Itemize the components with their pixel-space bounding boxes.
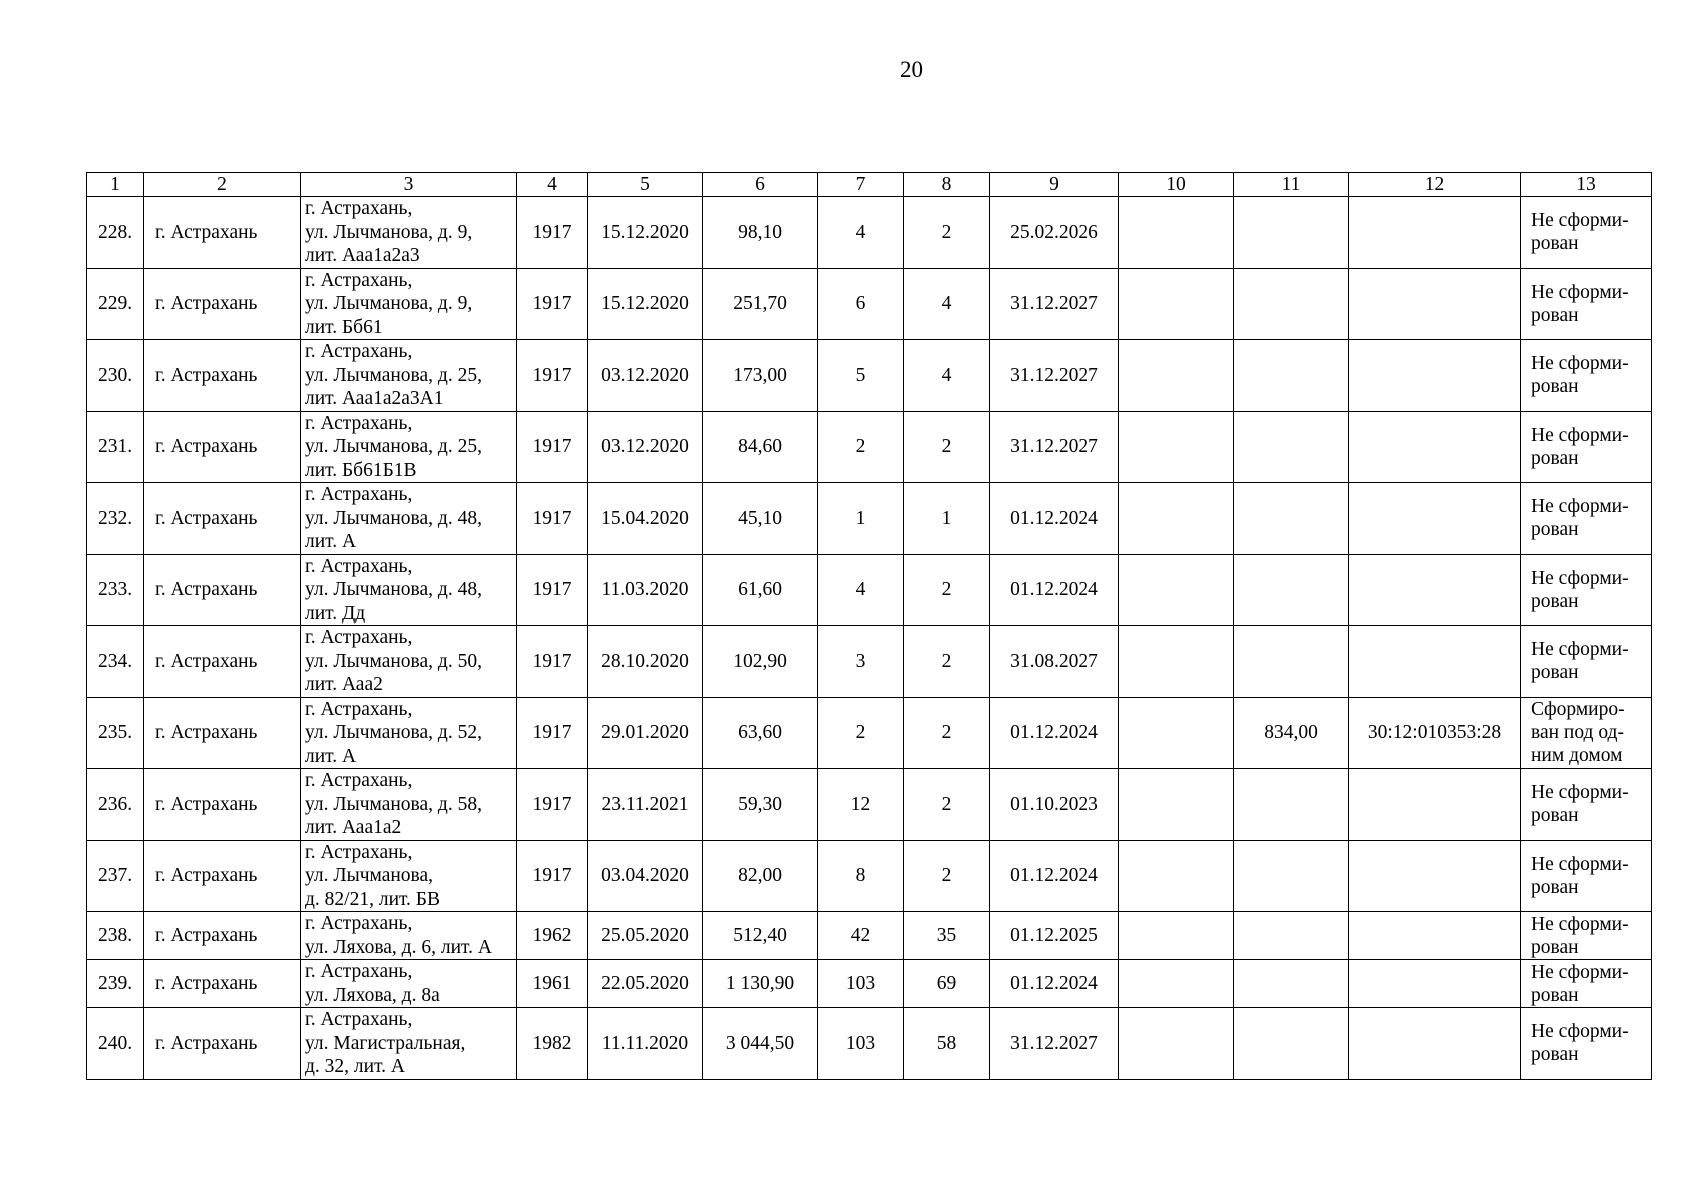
cell-land-status (1521, 912, 1652, 960)
cell-date: 22.05.2020 (588, 960, 703, 1008)
cell-land-status-line: рован (1531, 936, 1579, 958)
column-header: 13 (1521, 173, 1652, 197)
cell-land-status-line: Не сформи- (1531, 782, 1629, 804)
cell-row-number: 231. (87, 411, 144, 483)
cell-land-area (1234, 411, 1349, 483)
cell-cadastral-number (1349, 554, 1521, 626)
cell-address-line: г. Астрахань, (305, 412, 413, 434)
cell-row-number: 234. (87, 626, 144, 698)
cell-row-number: 237. (87, 840, 144, 912)
cell-address-line: г. Астрахань, (305, 841, 413, 863)
cell-date: 25.05.2020 (588, 912, 703, 960)
cell-land-area: 834,00 (1234, 697, 1349, 769)
cell-deadline: 31.12.2027 (990, 1008, 1119, 1080)
cell-deadline: 01.12.2024 (990, 483, 1119, 555)
cell-address-line: лит. Бб61 (305, 316, 383, 338)
cell-address (301, 554, 517, 626)
table-row (87, 197, 1652, 269)
cell-address (301, 340, 517, 412)
cell-col-7: 1 (818, 483, 904, 555)
cell-address-line: г. Астрахань, (305, 198, 413, 219)
cell-address-line: лит. Ааа1а2 (305, 817, 402, 838)
cell-land-area (1234, 197, 1349, 269)
cell-land-area (1234, 268, 1349, 340)
cell-date: 15.04.2020 (588, 483, 703, 555)
cell-address-line: г. Астрахань, (305, 961, 413, 982)
cell-address (301, 626, 517, 698)
cell-land-status-line: рован (1531, 376, 1579, 398)
cell-year-built: 1917 (517, 268, 588, 340)
cell-col-8: 2 (904, 411, 990, 483)
cell-land-status-line: Сформиро- (1531, 699, 1625, 721)
cell-row-number: 228. (87, 197, 144, 269)
cell-land-status (1521, 1008, 1652, 1080)
cell-area: 173,00 (703, 340, 818, 412)
cell-area: 63,60 (703, 697, 818, 769)
cell-area: 61,60 (703, 554, 818, 626)
cell-address (301, 769, 517, 841)
cell-col-8: 4 (904, 268, 990, 340)
cell-row-number: 229. (87, 268, 144, 340)
cell-area: 102,90 (703, 626, 818, 698)
table-row (87, 483, 1652, 555)
cell-cadastral-number (1349, 1008, 1521, 1080)
cell-col-10 (1119, 912, 1234, 960)
table-row (87, 340, 1652, 412)
cell-municipality: г. Астрахань (144, 626, 301, 698)
cell-address-line: ул. Лычманова, д. 52, (305, 722, 482, 743)
cell-date: 28.10.2020 (588, 626, 703, 698)
cell-land-status-line: Не сформи- (1531, 961, 1629, 983)
cell-deadline: 01.10.2023 (990, 769, 1119, 841)
cell-land-status-line: Не сформи- (1531, 1021, 1629, 1043)
cell-year-built: 1961 (517, 960, 588, 1008)
column-header: 6 (703, 173, 818, 197)
cell-col-8: 2 (904, 626, 990, 698)
cell-row-number: 230. (87, 340, 144, 412)
cell-date: 11.03.2020 (588, 554, 703, 626)
column-header: 2 (144, 173, 301, 197)
cell-address-line: лит. Ааа2 (305, 674, 383, 695)
cell-address-line: г. Астрахань, (305, 555, 413, 577)
cell-date: 03.12.2020 (588, 340, 703, 412)
cell-address-line: г. Астрахань, (305, 913, 413, 934)
cell-land-status-line: рован (1531, 590, 1579, 612)
cell-col-7: 42 (818, 912, 904, 960)
cell-area: 3 044,50 (703, 1008, 818, 1080)
cell-year-built: 1917 (517, 411, 588, 483)
cell-address-line: д. 32, лит. А (305, 1056, 405, 1077)
cell-land-status-line: рован (1531, 304, 1579, 326)
cell-address-line: д. 82/21, лит. БВ (305, 888, 441, 910)
cell-land-area (1234, 840, 1349, 912)
cell-cadastral-number (1349, 268, 1521, 340)
cell-row-number: 240. (87, 1008, 144, 1080)
cell-address-line: лит. Ааа1а2а3А1 (305, 388, 444, 409)
cell-address-line: ул. Лычманова, д. 50, (305, 650, 482, 672)
table-row (87, 840, 1652, 912)
cell-land-status-line: Не сформи- (1531, 639, 1629, 661)
cell-land-status-line: рован (1531, 805, 1579, 827)
cell-year-built: 1917 (517, 483, 588, 555)
cell-address-line: ул. Лычманова, д. 25, (305, 436, 482, 457)
cell-land-status (1521, 411, 1652, 483)
cell-cadastral-number (1349, 340, 1521, 412)
table-row (87, 912, 1652, 960)
cell-deadline: 31.08.2027 (990, 626, 1119, 698)
cell-area: 98,10 (703, 197, 818, 269)
cell-address (301, 1008, 517, 1080)
cell-deadline: 01.12.2024 (990, 960, 1119, 1008)
cell-cadastral-number (1349, 626, 1521, 698)
column-header: 8 (904, 173, 990, 197)
cell-col-8: 2 (904, 840, 990, 912)
cell-land-status-line: рован (1531, 233, 1579, 255)
cell-municipality: г. Астрахань (144, 554, 301, 626)
cell-col-10 (1119, 840, 1234, 912)
cell-municipality: г. Астрахань (144, 268, 301, 340)
cell-area: 45,10 (703, 483, 818, 555)
cell-date: 03.04.2020 (588, 840, 703, 912)
cell-col-7: 4 (818, 554, 904, 626)
cell-land-status-line: Не сформи- (1531, 424, 1629, 446)
column-header: 3 (301, 173, 517, 197)
cell-address-line: ул. Ляхова, д. 6, лит. А (305, 936, 492, 958)
cell-deadline: 01.12.2024 (990, 554, 1119, 626)
cell-land-status-line: Не сформи- (1531, 567, 1629, 589)
cell-municipality: г. Астрахань (144, 483, 301, 555)
cell-land-area (1234, 769, 1349, 841)
page-number: 20 (900, 57, 923, 82)
cell-address (301, 268, 517, 340)
cell-municipality: г. Астрахань (144, 960, 301, 1008)
table-row (87, 960, 1652, 1008)
cell-cadastral-number (1349, 411, 1521, 483)
cell-address-line: ул. Лычманова, д. 25, (305, 364, 482, 386)
cell-year-built: 1962 (517, 912, 588, 960)
cell-area: 84,60 (703, 411, 818, 483)
cell-col-8: 1 (904, 483, 990, 555)
cell-deadline: 31.12.2027 (990, 411, 1119, 483)
cell-address-line: ул. Ляхова, д. 8а (305, 984, 440, 1006)
cell-cadastral-number (1349, 912, 1521, 960)
cell-address-line: лит. Дд (305, 602, 366, 624)
cell-col-8: 2 (904, 769, 990, 841)
cell-land-status (1521, 197, 1652, 269)
cell-col-10 (1119, 626, 1234, 698)
cell-land-status-line: Не сформи- (1531, 853, 1629, 875)
column-header: 7 (818, 173, 904, 197)
cell-address-line: лит. Ааа1а2а3 (305, 245, 420, 266)
cell-municipality: г. Астрахань (144, 697, 301, 769)
cell-address-line: ул. Лычманова, (305, 865, 434, 886)
table-row (87, 268, 1652, 340)
cell-col-10 (1119, 340, 1234, 412)
cell-col-7: 6 (818, 268, 904, 340)
cell-cadastral-number (1349, 197, 1521, 269)
cell-cadastral-number (1349, 483, 1521, 555)
cell-land-status (1521, 840, 1652, 912)
cell-deadline: 01.12.2024 (990, 840, 1119, 912)
cell-land-area (1234, 554, 1349, 626)
cell-land-area (1234, 626, 1349, 698)
cell-land-area (1234, 912, 1349, 960)
cell-land-status-line: Не сформи- (1531, 496, 1629, 518)
cell-date: 11.11.2020 (588, 1008, 703, 1080)
cell-col-10 (1119, 411, 1234, 483)
cell-address-line: ул. Лычманова, д. 48, (305, 507, 482, 529)
cell-col-8: 2 (904, 554, 990, 626)
cell-cadastral-number (1349, 840, 1521, 912)
table-row (87, 626, 1652, 698)
cell-col-7: 12 (818, 769, 904, 841)
cell-land-status-line: Не сформи- (1531, 210, 1629, 232)
cell-land-status-line: Не сформи- (1531, 353, 1629, 375)
cell-address (301, 411, 517, 483)
cell-land-status-line: ван под од- (1531, 722, 1624, 744)
cell-col-10 (1119, 769, 1234, 841)
table-row (87, 411, 1652, 483)
cell-land-status-line: ним домом (1531, 745, 1623, 767)
cell-area: 82,00 (703, 840, 818, 912)
cell-address-line: г. Астрахань, (305, 484, 413, 505)
cell-address-line: ул. Лычманова, д. 58, (305, 793, 482, 815)
cell-land-area (1234, 1008, 1349, 1080)
cell-address-line: ул. Лычманова, д. 9, (305, 221, 473, 243)
cell-col-8: 2 (904, 697, 990, 769)
cell-land-status-line: Не сформи- (1531, 913, 1629, 935)
cell-municipality: г. Астрахань (144, 340, 301, 412)
cell-date: 15.12.2020 (588, 268, 703, 340)
cell-date: 03.12.2020 (588, 411, 703, 483)
cell-row-number: 233. (87, 554, 144, 626)
cell-col-7: 103 (818, 1008, 904, 1080)
cell-address (301, 483, 517, 555)
cell-year-built: 1982 (517, 1008, 588, 1080)
cell-col-8: 69 (904, 960, 990, 1008)
cell-date: 29.01.2020 (588, 697, 703, 769)
cell-year-built: 1917 (517, 769, 588, 841)
cell-municipality: г. Астрахань (144, 411, 301, 483)
cell-municipality: г. Астрахань (144, 197, 301, 269)
cell-row-number: 232. (87, 483, 144, 555)
cell-date: 23.11.2021 (588, 769, 703, 841)
table-row (87, 697, 1652, 769)
cell-row-number: 236. (87, 769, 144, 841)
cell-municipality: г. Астрахань (144, 840, 301, 912)
cell-date: 15.12.2020 (588, 197, 703, 269)
cell-col-10 (1119, 197, 1234, 269)
cell-row-number: 238. (87, 912, 144, 960)
cell-address-line: лит. А (305, 745, 357, 767)
cell-land-status (1521, 483, 1652, 555)
column-header: 9 (990, 173, 1119, 197)
cell-address (301, 697, 517, 769)
cell-land-status-line: рован (1531, 447, 1579, 469)
cell-deadline: 31.12.2027 (990, 340, 1119, 412)
cell-municipality: г. Астрахань (144, 1008, 301, 1080)
column-header: 12 (1349, 173, 1521, 197)
cell-address-line: г. Астрахань, (305, 341, 413, 362)
cell-year-built: 1917 (517, 840, 588, 912)
cell-deadline: 31.12.2027 (990, 268, 1119, 340)
cell-land-status (1521, 769, 1652, 841)
cell-deadline: 01.12.2024 (990, 697, 1119, 769)
cell-address-line: ул. Лычманова, д. 48, (305, 579, 482, 600)
cell-land-area (1234, 960, 1349, 1008)
cell-col-10 (1119, 1008, 1234, 1080)
cell-address (301, 840, 517, 912)
cell-land-status-line: Не сформи- (1531, 281, 1629, 303)
cell-land-status-line: рован (1531, 662, 1579, 684)
cell-land-status (1521, 960, 1652, 1008)
cell-col-8: 58 (904, 1008, 990, 1080)
cell-row-number: 239. (87, 960, 144, 1008)
cell-col-8: 4 (904, 340, 990, 412)
cell-address-line: ул. Магистральная, (305, 1032, 466, 1054)
cell-address-line: г. Астрахань, (305, 627, 413, 648)
cell-col-7: 2 (818, 411, 904, 483)
cell-col-7: 5 (818, 340, 904, 412)
table-row (87, 769, 1652, 841)
cell-land-status (1521, 268, 1652, 340)
column-header: 10 (1119, 173, 1234, 197)
column-header: 1 (87, 173, 144, 197)
cell-col-10 (1119, 554, 1234, 626)
cell-area: 251,70 (703, 268, 818, 340)
table-row (87, 1008, 1652, 1080)
cell-land-area (1234, 483, 1349, 555)
cell-address-line: г. Астрахань, (305, 1009, 413, 1030)
cell-area: 59,30 (703, 769, 818, 841)
cell-area: 1 130,90 (703, 960, 818, 1008)
cell-land-status-line: рован (1531, 1044, 1579, 1066)
cell-land-status-line: рован (1531, 519, 1579, 541)
cell-year-built: 1917 (517, 340, 588, 412)
column-number-row (87, 173, 1652, 197)
cell-address-line: г. Астрахань, (305, 770, 413, 791)
column-header: 5 (588, 173, 703, 197)
cell-year-built: 1917 (517, 554, 588, 626)
cell-cadastral-number (1349, 769, 1521, 841)
cell-area: 512,40 (703, 912, 818, 960)
cell-address-line: ул. Лычманова, д. 9, (305, 293, 473, 314)
cell-col-8: 35 (904, 912, 990, 960)
cell-cadastral-number: 30:12:010353:28 (1349, 697, 1521, 769)
cell-address-line: лит. Бб61Б1В (305, 459, 417, 481)
cell-land-status (1521, 626, 1652, 698)
housing-registry-table (86, 172, 1652, 1080)
cell-address (301, 960, 517, 1008)
cell-land-status (1521, 697, 1652, 769)
cell-land-status-line: рован (1531, 876, 1579, 898)
cell-land-status (1521, 554, 1652, 626)
cell-col-7: 2 (818, 697, 904, 769)
cell-year-built: 1917 (517, 197, 588, 269)
cell-col-7: 8 (818, 840, 904, 912)
table-body (87, 173, 1652, 1080)
table-row (87, 554, 1652, 626)
cell-col-8: 2 (904, 197, 990, 269)
cell-year-built: 1917 (517, 697, 588, 769)
cell-address-line: г. Астрахань, (305, 698, 413, 720)
cell-col-7: 3 (818, 626, 904, 698)
cell-land-status (1521, 340, 1652, 412)
cell-col-10 (1119, 697, 1234, 769)
cell-municipality: г. Астрахань (144, 912, 301, 960)
column-header: 11 (1234, 173, 1349, 197)
cell-address-line: г. Астрахань, (305, 269, 413, 291)
cell-deadline: 01.12.2025 (990, 912, 1119, 960)
cell-col-10 (1119, 268, 1234, 340)
cell-land-status-line: рован (1531, 984, 1579, 1006)
cell-deadline: 25.02.2026 (990, 197, 1119, 269)
cell-col-7: 103 (818, 960, 904, 1008)
cell-col-10 (1119, 960, 1234, 1008)
column-header: 4 (517, 173, 588, 197)
cell-land-area (1234, 340, 1349, 412)
cell-year-built: 1917 (517, 626, 588, 698)
cell-address-line: лит. А (305, 531, 357, 552)
cell-address (301, 197, 517, 269)
cell-col-10 (1119, 483, 1234, 555)
cell-municipality: г. Астрахань (144, 769, 301, 841)
cell-row-number: 235. (87, 697, 144, 769)
cell-address (301, 912, 517, 960)
cell-col-7: 4 (818, 197, 904, 269)
cell-cadastral-number (1349, 960, 1521, 1008)
